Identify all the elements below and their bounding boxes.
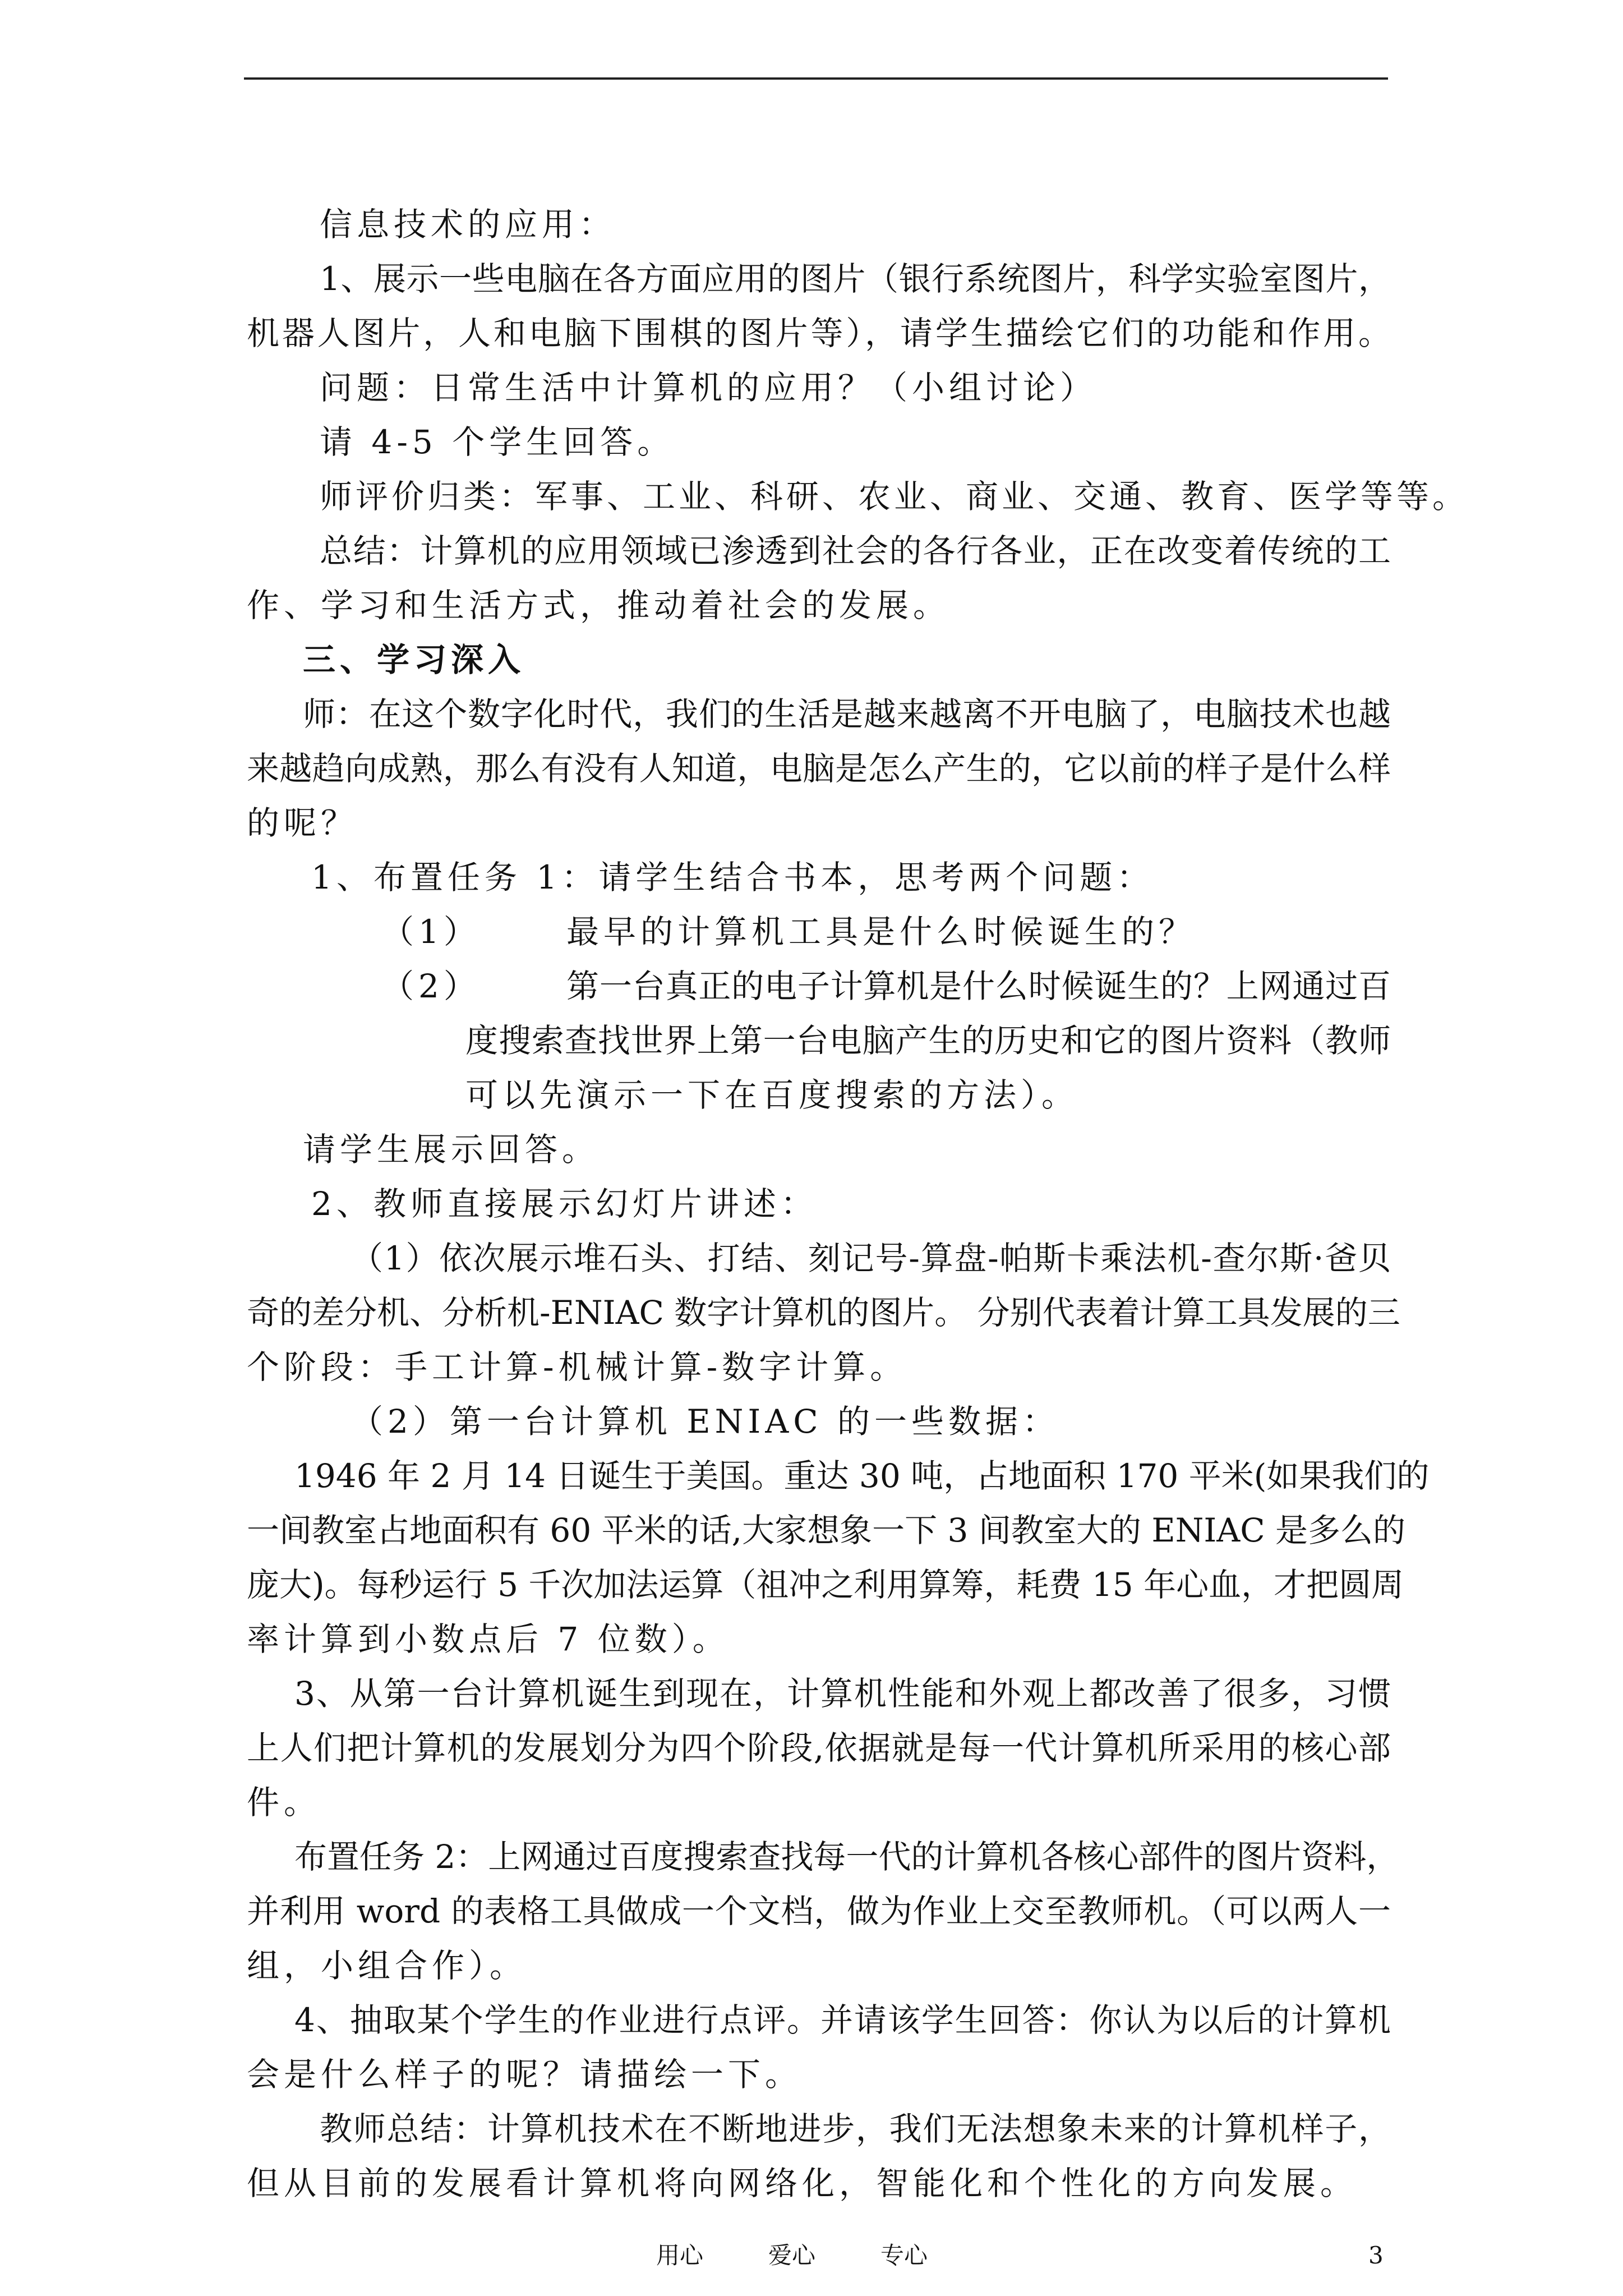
footer-slogan-3: 专心 bbox=[880, 2242, 928, 2269]
paragraph-line: 师评价归类：军事、工业、科研、农业、商业、交通、教育、医学等等。 bbox=[320, 477, 1469, 516]
header-rule bbox=[244, 77, 1388, 80]
section-heading-deep-learning: 三、学习深入 bbox=[303, 641, 525, 679]
footer-slogan-1: 用心 bbox=[656, 2242, 704, 2269]
section-heading-applications: 信息技术的应用： bbox=[320, 205, 616, 243]
paragraph-line: 一间教室占地面积有 60 平米的话,大家想象一下 3 间教室大的 ENIAC 是多么的 bbox=[247, 1511, 1406, 1549]
paragraph-line: 2、教师直接展示幻灯片讲述： bbox=[311, 1185, 818, 1223]
paragraph-line: 的呢？ bbox=[247, 804, 358, 842]
paragraph-line: 4、抽取某个学生的作业进行点评。并请该学生回答：你认为以后的计算机 bbox=[294, 2001, 1391, 2039]
paragraph-line: （1）依次展示堆石头、打结、刻记号-算盘-帕斯卡乘法机-查尔斯·爸贝 bbox=[351, 1239, 1391, 1277]
list-item-2-continued: 可以先演示一下在百度搜索的方法）。 bbox=[465, 1076, 1079, 1114]
paragraph-line: 组，小组合作）。 bbox=[247, 1947, 527, 1985]
paragraph-line: 问题：日常生活中计算机的应用？（小组讨论） bbox=[320, 369, 1098, 407]
paragraph-line: 并利用 word 的表格工具做成一个文档，做为作业上交至教师机。（可以两人一 bbox=[247, 1892, 1391, 1930]
paragraph-line: 奇的差分机、分析机-ENIAC 数字计算机的图片。 分别代表着计算工具发展的三 bbox=[247, 1294, 1400, 1332]
list-item-1: 最早的计算机工具是什么时候诞生的？ bbox=[566, 913, 1196, 951]
paragraph-line: 会是什么样子的呢？请描绘一下。 bbox=[247, 2055, 803, 2093]
paragraph-line: 庞大)。每秒运行 5 千次加法运算（祖冲之利用算筹，耗费 15 年心血，才把圆周 bbox=[247, 1566, 1404, 1604]
paragraph-line: 机器人图片，人和电脑下围棋的图片等），请学生描绘它们的功能和作用。 bbox=[247, 314, 1391, 352]
paragraph-line: 1946 年 2 月 14 日诞生于美国。重达 30 吨，占地面积 170 平米(如果我们的 bbox=[294, 1457, 1430, 1495]
paragraph-line: 率计算到小数点后 7 位数）。 bbox=[247, 1620, 730, 1658]
paragraph-line: 来越趋向成熟，那么有没有人知道，电脑是怎么产生的，它以前的样子是什么样 bbox=[247, 749, 1391, 788]
paragraph-line: 作、学习和生活方式，推动着社会的发展。 bbox=[247, 586, 951, 624]
paragraph-line: 1、展示一些电脑在各方面应用的图片（银行系统图片，科学实验室图片， bbox=[320, 260, 1391, 298]
paragraph-line: 1、布置任务 1：请学生结合书本，思考两个问题： bbox=[311, 858, 1154, 896]
paragraph-line: 教师总结：计算机技术在不断地进步，我们无法想象未来的计算机样子， bbox=[320, 2110, 1391, 2148]
paragraph-line: 但从目前的发展看计算机将向网络化，智能化和个性化的方向发展。 bbox=[247, 2164, 1358, 2202]
list-marker-1: （1） bbox=[381, 913, 481, 951]
list-item-2: 第一台真正的电子计算机是什么时候诞生的？上网通过百 bbox=[566, 967, 1391, 1005]
paragraph-line: 请 4-5 个学生回答。 bbox=[320, 423, 675, 461]
page-number: 3 bbox=[1368, 2242, 1384, 2269]
paragraph-line: 请学生展示回答。 bbox=[303, 1130, 600, 1168]
paragraph-line: 布置任务 2：上网通过百度搜索查找每一代的计算机各核心部件的图片资料， bbox=[294, 1838, 1399, 1876]
paragraph-line: （2）第一台计算机 ENIAC 的一些数据： bbox=[351, 1402, 1060, 1441]
paragraph-line: 个阶段：手工计算-机械计算-数字计算。 bbox=[247, 1348, 907, 1386]
list-marker-2: （2） bbox=[381, 967, 481, 1005]
paragraph-line: 总结：计算机的应用领域已渗透到社会的各行各业，正在改变着传统的工 bbox=[320, 532, 1391, 570]
paragraph-line: 3、从第一台计算机诞生到现在，计算机性能和外观上都改善了很多，习惯 bbox=[294, 1674, 1391, 1713]
footer-slogan-2: 爱心 bbox=[768, 2242, 816, 2269]
paragraph-line: 上人们把计算机的发展划分为四个阶段,依据就是每一代计算机所采用的核心部 bbox=[247, 1729, 1391, 1767]
list-item-2-continued: 度搜索查找世界上第一台电脑产生的历史和它的图片资料（教师 bbox=[465, 1022, 1391, 1060]
paragraph-line: 件。 bbox=[247, 1783, 321, 1821]
paragraph-line: 师：在这个数字化时代，我们的生活是越来越离不开电脑了，电脑技术也越 bbox=[303, 695, 1391, 733]
